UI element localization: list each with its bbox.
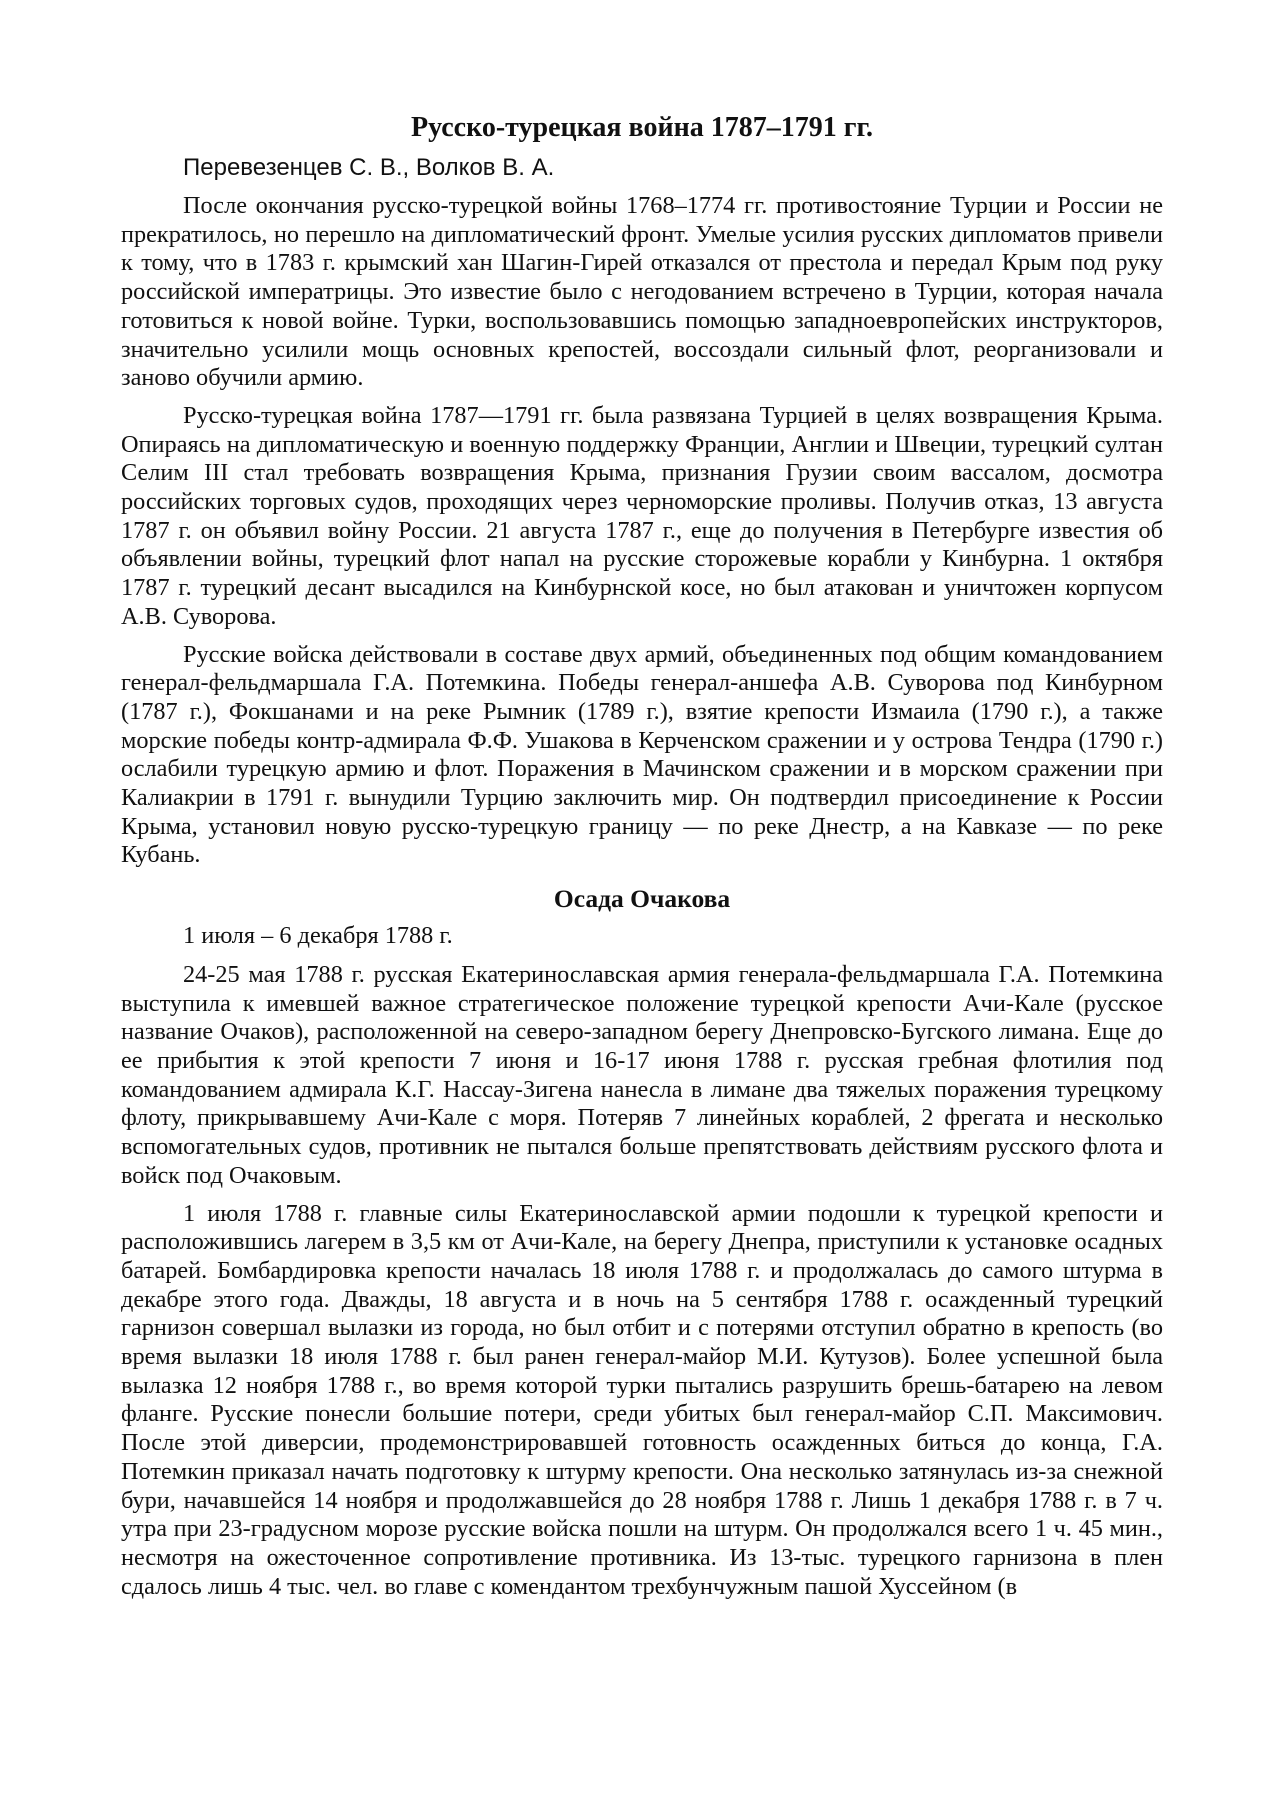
section-dates: 1 июля – 6 декабря 1788 г.	[183, 922, 453, 950]
document-title: Русско-турецкая война 1787–1791 гг.	[410, 112, 874, 143]
section-title: Осада Очакова	[553, 884, 731, 914]
document-page	[121, 110, 1163, 1610]
document-authors: Перевезенцев С. В., Волков В. А.	[183, 154, 555, 181]
section-paragraph-2: 1 июля 1788 г. главные силы Екатеринославской армии подошли к турецкой крепости и расположившись лагерем в 3,5 км от Ачи-Кале, на берегу Днепра, приступили к установке осадных батарей. Бомбардировка крепости началась 18 июля 1788 г. и продолжалась до самого штурма в декабре этого года. Дважды, 18 августа и в ночь на 5 сентября 1788 г. осажденный турецкий гарнизон совершал вылазки из города, но был отбит и с потерями отступил обратно в крепость (во время вылазки 18 июля 1788 г. был ранен генерал-майор М.И. Кутузов). Более успешной была вылазка 12 ноября 1788 г., во время которой турки пытались разрушить брешь-батарею на левом фланге. Русские понесли большие потери, среди убитых был генерал-майор С.П. Максимович. После этой диверсии, продемонстрировавшей готовность осажденных биться до конца, Г.А. Потемкин приказал начать подготовку к штурму крепости. Она несколько затянулась из-за снежной бури, начавшейся 14 ноября и продолжавшейся до 28 ноября 1788 г. Лишь 1 декабря 1788 г. в 7 ч. утра при 23-градусном морозе русские войска пошли на штурм. Он продолжался всего 1 ч. 45 мин., несмотря на ожесточенное сопротивление противника. Из 13-тыс. турецкого гарнизона в плен сдалось лишь 4 тыс. чел. во главе с комендантом трехбунчужным пашой Хуссейном (в	[121, 1199, 1163, 1600]
paragraph-3: Русские войска действовали в составе двух армий, объединенных под общим командованием генерал-фельдмаршала Г.А. Потемкина. Победы генерал-аншефа А.В. Суворова под Кинбурном (1787 г.), Фокшанами и на реке Рымник (1789 г.), взятие крепости Измаила (1790 г.), а также морские победы контр-адмирала Ф.Ф. Ушакова в Керченском сражении и у острова Тендра (1790 г.) ослабили турецкую армию и флот. Поражения в Мачинском сражении и в морском сражении при Калиакрии в 1791 г. вынудили Турцию заключить мир. Он подтвердил присоединение к России Крыма, установил новую русско-турецкую границу — по реке Днестр, а на Кавказе — по реке Кубань.	[121, 640, 1163, 869]
paragraph-2: Русско-турецкая война 1787—1791 гг. была развязана Турцией в целях возвращения Крыма. Опираясь на дипломатическую и военную поддержку Франции, Англии и Швеции, турецкий султан Селим III стал требовать возвращения Крыма, признания Грузии своим вассалом, досмотра российских торговых судов, проходящих через черноморские проливы. Получив отказ, 13 августа 1787 г. он объявил войну России. 21 августа 1787 г., еще до получения в Петербурге известия об объявлении войны, турецкий флот напал на русские сторожевые корабли у Кинбурна. 1 октября 1787 г. турецкий десант высадился на Кинбурнской косе, но был атакован и уничтожен корпусом А.В. Суворова.	[121, 401, 1163, 630]
section-paragraph-1: 24-25 мая 1788 г. русская Екатеринославская армия генерала-фельдмаршала Г.А. Потемкина выступила к имевшей важное стратегическое положение турецкой крепости Ачи-Кале (русское название Очаков), расположенной на северо-западном берегу Днепровско-Бугского лимана. Еще до ее прибытия к этой крепости 7 июня и 16-17 июня 1788 г. русская гребная флотилия под командованием адмирала К.Г. Нассау-Зигена нанесла в лимане два тяжелых поражения турецкому флоту, прикрывавшему Ачи-Кале с моря. Потеряв 7 линейных кораблей, 2 фрегата и несколько вспомогательных судов, противник не пытался больше препятствовать действиям русского флота и войск под Очаковым.	[121, 960, 1163, 1189]
paragraph-1: После окончания русско-турецкой войны 1768–1774 гг. противостояние Турции и России не прекратилось, но перешло на дипломатический фронт. Умелые усилия русских дипломатов привели к тому, что в 1783 г. крымский хан Шагин-Гирей отказался от престола и передал Крым под руку российской императрицы. Это известие было с негодованием встречено в Турции, которая начала готовиться к новой войне. Турки, воспользовавшись помощью западноевропейских инструкторов, значительно усилили мощь основных крепостей, воссоздали сильный флот, реорганизовали и заново обучили армию.	[121, 192, 1163, 392]
